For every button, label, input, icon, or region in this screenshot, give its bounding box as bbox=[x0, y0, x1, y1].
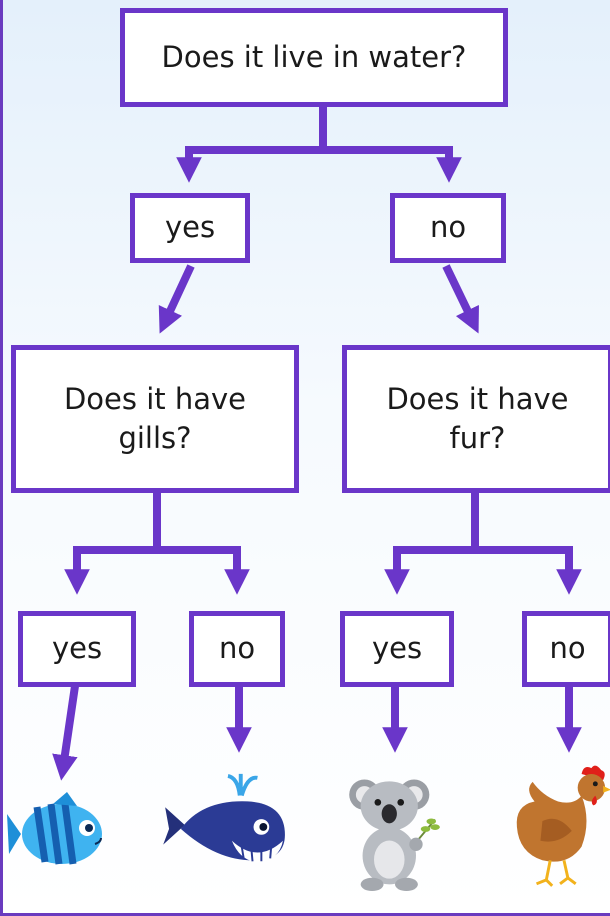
connector-gills-branch bbox=[77, 492, 157, 582]
answer-yes-gills: yes bbox=[18, 611, 136, 687]
connector-to-fish bbox=[63, 686, 75, 768]
answer-yes-fur: yes bbox=[340, 611, 454, 687]
answer-no-fur: no bbox=[522, 611, 610, 687]
connector-no-fur bbox=[446, 266, 473, 322]
hen-icon bbox=[513, 762, 610, 890]
connector-yes-gills bbox=[165, 266, 191, 322]
koala-icon bbox=[347, 768, 443, 892]
connector-fur-branch bbox=[397, 492, 475, 582]
answer-no-water: no bbox=[390, 193, 506, 263]
answer-yes-water: yes bbox=[130, 193, 250, 263]
fish-icon bbox=[7, 792, 107, 872]
connector-gills-branch-right bbox=[157, 550, 237, 582]
gills-question: Does it have gills? bbox=[11, 345, 299, 493]
root-question: Does it live in water? bbox=[120, 8, 508, 107]
connector-root-branch bbox=[189, 105, 323, 170]
connector-root-branch-right bbox=[323, 150, 449, 170]
whale-icon bbox=[163, 770, 291, 878]
fur-question: Does it have fur? bbox=[342, 345, 610, 493]
connector-fur-branch-right bbox=[475, 550, 569, 582]
answer-no-gills: no bbox=[189, 611, 285, 687]
